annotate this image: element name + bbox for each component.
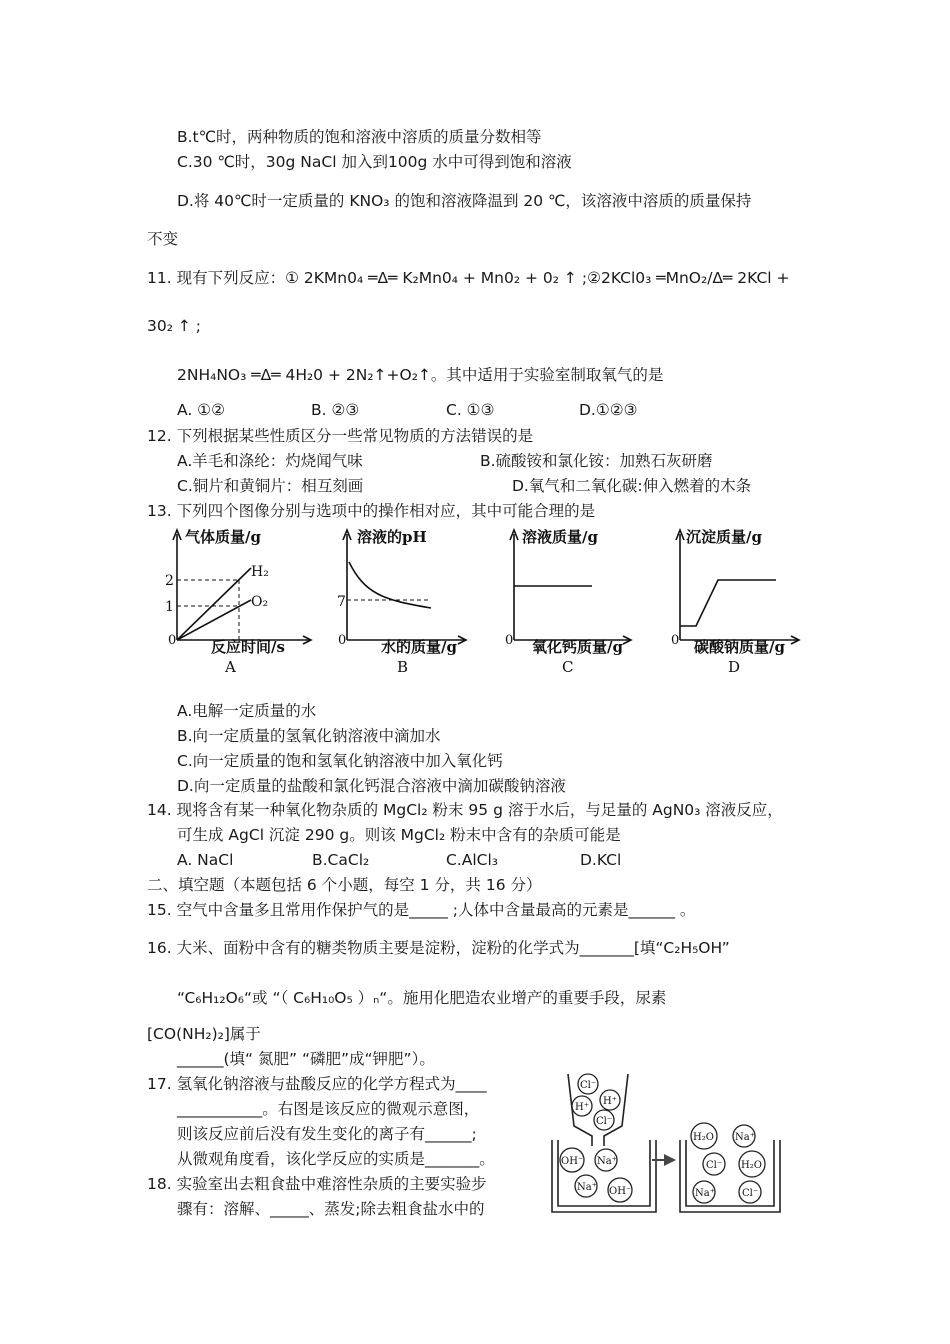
- ion-label: Na⁺: [695, 1188, 715, 1199]
- q10-option-c: C.30 ℃时，30g NaCl 加入到100g 水中可得到饱和溶液: [177, 153, 572, 171]
- chart-a-tick-1: 1: [165, 599, 174, 615]
- q11-option-b: B. ②③: [311, 401, 360, 419]
- q12-stem: 12. 下列根据某些性质区分一些常见物质的方法错误的是: [147, 427, 534, 445]
- chart-a-label-h2: H₂: [251, 564, 269, 580]
- chart-d-line: [680, 580, 776, 626]
- q10-option-d-cont: 不变: [147, 230, 179, 248]
- ion-label: H⁺: [603, 1096, 617, 1107]
- q14-stem-line1: 14. 现将含有某一种氧化物杂质的 MgCl₂ 粉末 95 g 溶于水后，与足量的 AgN0₃ 溶液反应，: [147, 801, 783, 819]
- chart-b-tick-7: 7: [337, 594, 346, 610]
- chart-d-ylabel: 沉淀质量/g: [686, 528, 762, 546]
- chart-d: [668, 522, 808, 682]
- q16-stem-line3: [CO(NH₂)₂]属于: [147, 1025, 261, 1043]
- q14-option-c: C.AlCl₃: [446, 851, 499, 869]
- q12-option-b: B.硫酸铵和氯化铵：加熟石灰研磨: [480, 452, 713, 470]
- chart-a-ylabel: 气体质量/g: [185, 528, 261, 546]
- q17-stem-line4: 从微观角度看，该化学反应的实质是_______。: [177, 1150, 495, 1168]
- chart-b-ylabel: 溶液的pH: [357, 528, 427, 546]
- q11-option-d: D.①②③: [579, 401, 638, 419]
- chart-a-letter: A: [225, 658, 236, 676]
- q18-stem-line1: 18. 实验室出去粗食盐中难溶性杂质的主要实验步: [147, 1175, 487, 1193]
- ion-label: Na⁺: [597, 1156, 617, 1167]
- chart-b-xlabel: 水的质量/g: [381, 638, 457, 656]
- q14-stem-line2: 可生成 AgCl 沉淀 290 g。则该 MgCl₂ 粉末中含有的杂质可能是: [177, 826, 621, 844]
- ion-label: OH⁻: [609, 1186, 632, 1197]
- chart-a-xlabel: 反应时间/s: [211, 638, 285, 656]
- q10-option-b: B.t℃时，两种物质的饱和溶液中溶质的质量分数相等: [177, 128, 542, 146]
- neutralization-diagram: [548, 1070, 798, 1220]
- q11-option-c: C. ①③: [446, 401, 495, 419]
- chart-a-label-o2: O₂: [251, 594, 269, 610]
- chart-d-origin: 0: [671, 633, 680, 648]
- chart-c-ylabel: 溶液质量/g: [522, 528, 598, 546]
- beaker-right: [680, 1140, 780, 1212]
- chart-b-letter: B: [397, 658, 409, 676]
- ion-label: Cl⁻: [580, 1080, 597, 1091]
- chart-d-xlabel: 碳酸钠质量/g: [694, 638, 785, 656]
- chart-d-letter: D: [728, 658, 741, 676]
- q11-stem-line2: 30₂ ↑ ;: [147, 317, 202, 335]
- ion-label: Cl⁻: [596, 1116, 613, 1127]
- ion-label: H₂O: [693, 1132, 714, 1143]
- q15-stem: 15. 空气中含量多且常用作保护气的是_____ ;人体中含量最高的元素是______ 。: [147, 901, 696, 919]
- q17-stem-line2: ___________。右图是该反应的微观示意图，: [177, 1100, 480, 1118]
- q11-option-a: A. ①②: [177, 401, 225, 419]
- ion-label: H⁺: [575, 1102, 589, 1113]
- chart-c-letter: C: [562, 658, 574, 676]
- q13-option-c: C.向一定质量的饱和氢氧化钠溶液中加入氧化钙: [177, 752, 503, 770]
- q13-option-d: D.向一定质量的盐酸和氯化钙混合溶液中滴加碳酸钠溶液: [177, 777, 566, 795]
- chart-b: [335, 522, 475, 682]
- section-2-heading: 二、填空题（本题包括 6 个小题，每空 1 分，共 16 分）: [147, 876, 542, 894]
- q13-option-b: B.向一定质量的氢氧化钠溶液中滴加水: [177, 727, 441, 745]
- chart-a-origin: 0: [168, 633, 177, 648]
- chart-a: [165, 522, 320, 682]
- q16-stem-line4: ______(填“ 氮肥” “磷肥”成“钾肥”）。: [177, 1050, 435, 1068]
- q14-option-d: D.KCl: [580, 851, 622, 869]
- q16-stem-line1: 16. 大米、面粉中含有的糖类物质主要是淀粉，淀粉的化学式为_______[填“C₂H₅OH”: [147, 939, 730, 957]
- ion-label: Cl⁻: [742, 1188, 759, 1199]
- chart-c-origin: 0: [505, 633, 514, 648]
- q14-option-a: A. NaCl: [177, 851, 234, 869]
- chart-b-origin: 0: [338, 633, 347, 648]
- ion-label: OH⁻: [561, 1156, 584, 1167]
- ion-label: Na⁺: [735, 1132, 755, 1143]
- q16-stem-line2: “C₆H₁₂O₆“或 “（ C₆H₁₀O₅ ）ₙ“。施用化肥造农业增产的重要手段，尿素: [177, 989, 667, 1007]
- chart-c-xlabel: 氧化钙质量/g: [532, 638, 623, 656]
- ion-label: Na⁺: [577, 1182, 597, 1193]
- chart-a-tick-2: 2: [165, 573, 174, 589]
- q18-stem-line2: 骤有：溶解、_____、蒸发;除去粗食盐水中的: [177, 1200, 485, 1218]
- q12-option-c: C.铜片和黄铜片：相互刻画: [177, 477, 364, 495]
- q13-option-a: A.电解一定质量的水: [177, 702, 317, 720]
- chart-a-line-h2: [177, 568, 251, 640]
- ion-label: Cl⁻: [706, 1160, 723, 1171]
- q17-stem-line1: 17. 氢氧化钠溶液与盐酸反应的化学方程式为____: [147, 1075, 487, 1093]
- q17-stem-line3: 则该反应前后没有发生变化的离子有______;: [177, 1125, 477, 1143]
- q13-stem: 13. 下列四个图像分别与选项中的操作相对应，其中可能合理的是: [147, 502, 596, 520]
- q11-stem-line1: 11. 现有下列反应：① 2KMn0₄ ═Δ═ K₂Mn0₄ + Mn0₂ + 0₂ ↑ ;②2KCl0₃ ═MnO₂/Δ═ 2KCl +: [147, 269, 790, 287]
- chart-b-curve: [349, 562, 431, 608]
- q11-stem-line3: 2NH₄NO₃ ═Δ═ 4H₂0 + 2N₂↑+O₂↑。其中适用于实验室制取氧气的是: [177, 366, 664, 384]
- q12-option-d: D.氧气和二氧化碳:伸入燃着的木条: [512, 477, 752, 495]
- q12-option-a: A.羊毛和涤纶：灼烧闻气味: [177, 452, 363, 470]
- chart-c: [502, 522, 642, 682]
- q14-option-b: B.CaCl₂: [312, 851, 370, 869]
- q10-option-d: D.将 40℃时一定质量的 KNO₃ 的饱和溶液降温到 20 ℃，该溶液中溶质的质量保持: [177, 192, 752, 210]
- ion-label: H₂O: [741, 1160, 762, 1171]
